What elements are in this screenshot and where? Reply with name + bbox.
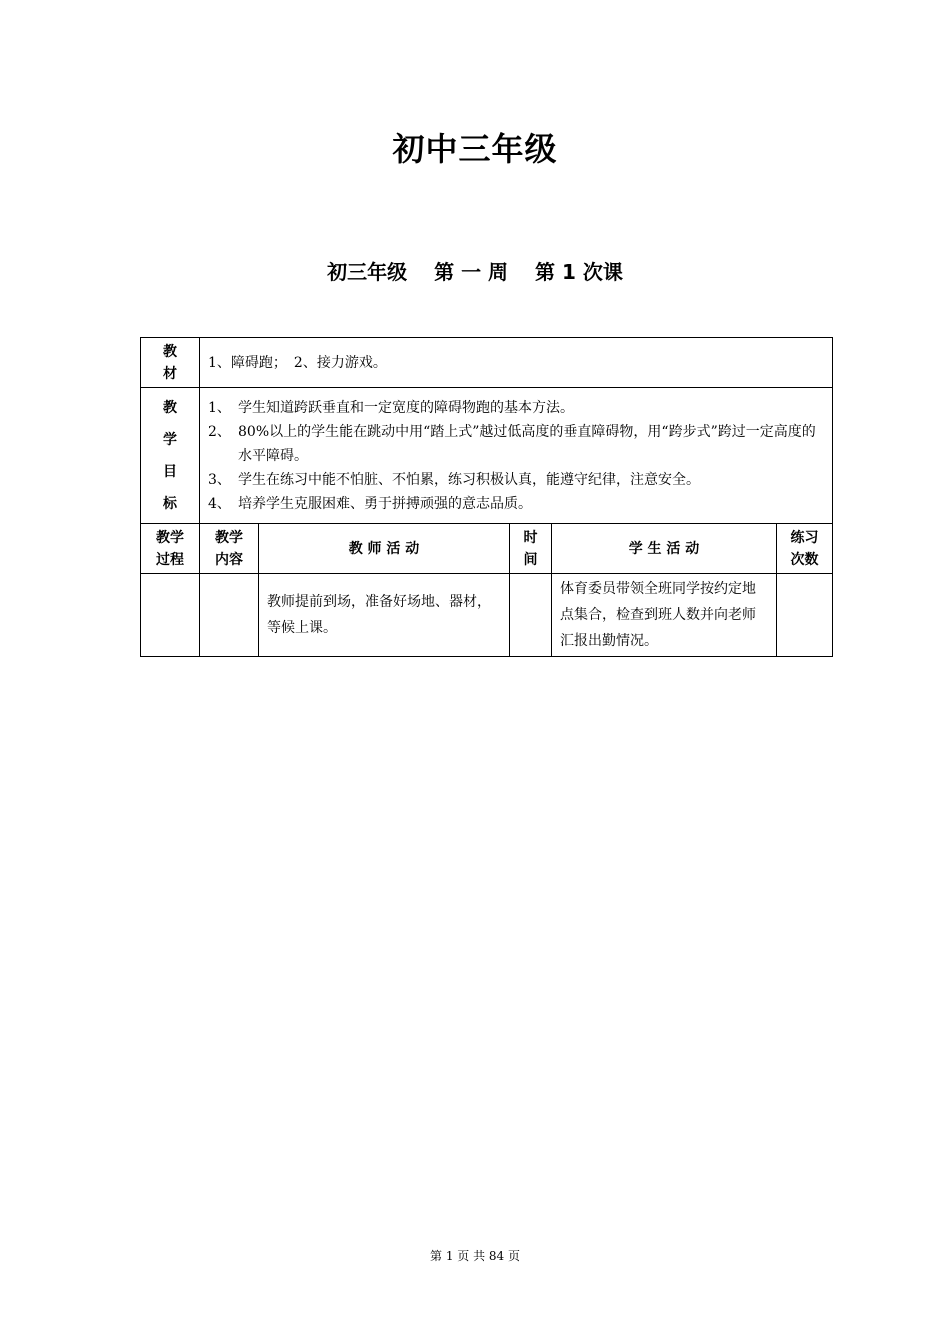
- header-content: 教学 内容: [200, 524, 259, 574]
- lesson-heading: 初三年级 第 一 周 第 1 次课: [327, 260, 623, 284]
- cell-content: [200, 574, 259, 657]
- cell-teacher-activity: 教师提前到场，准备好场地、器材，等候上课。: [259, 574, 510, 657]
- table-row: [141, 574, 833, 657]
- goal-item: 4、 培养学生克服困难、勇于拼搏顽强的意志品质。: [208, 495, 532, 512]
- header-time: 时 间: [510, 524, 552, 574]
- materials-content: 1、障碍跑； 2、接力游戏。: [200, 338, 833, 388]
- page-footer: 第 1 页 共 84 页: [430, 1249, 520, 1263]
- cell-reps: [777, 574, 833, 657]
- materials-label: 教 材: [141, 338, 200, 388]
- header-reps: 练习 次数: [777, 524, 833, 574]
- goal-item: 2、 80%以上的学生能在跳动中用“踏上式”越过低高度的垂直障碍物，用“跨步式”跨过一定高度的水平障碍。: [208, 423, 816, 464]
- goals-label: 教 学 目 标: [141, 388, 200, 524]
- goals-content: [200, 388, 833, 524]
- goal-item: 1、 学生知道跨跃垂直和一定宽度的障碍物跑的基本方法。: [208, 399, 574, 416]
- document-title: 初中三年级: [392, 130, 558, 168]
- header-process: 教学 过程: [141, 524, 200, 574]
- cell-time: [510, 574, 552, 657]
- header-teacher-activity: 教 师 活 动: [259, 524, 510, 574]
- materials-row: [141, 338, 833, 388]
- cell-process: [141, 574, 200, 657]
- goals-row: [141, 388, 833, 524]
- header-row: [141, 524, 833, 574]
- header-student-activity: 学 生 活 动: [552, 524, 777, 574]
- cell-student-activity: 体育委员带领全班同学按约定地点集合，检查到班人数并向老师汇报出勤情况。: [552, 574, 777, 657]
- goal-item: 3、 学生在练习中能不怕脏、不怕累，练习积极认真，能遵守纪律，注意安全。: [208, 471, 700, 488]
- lesson-plan-table: [140, 337, 833, 657]
